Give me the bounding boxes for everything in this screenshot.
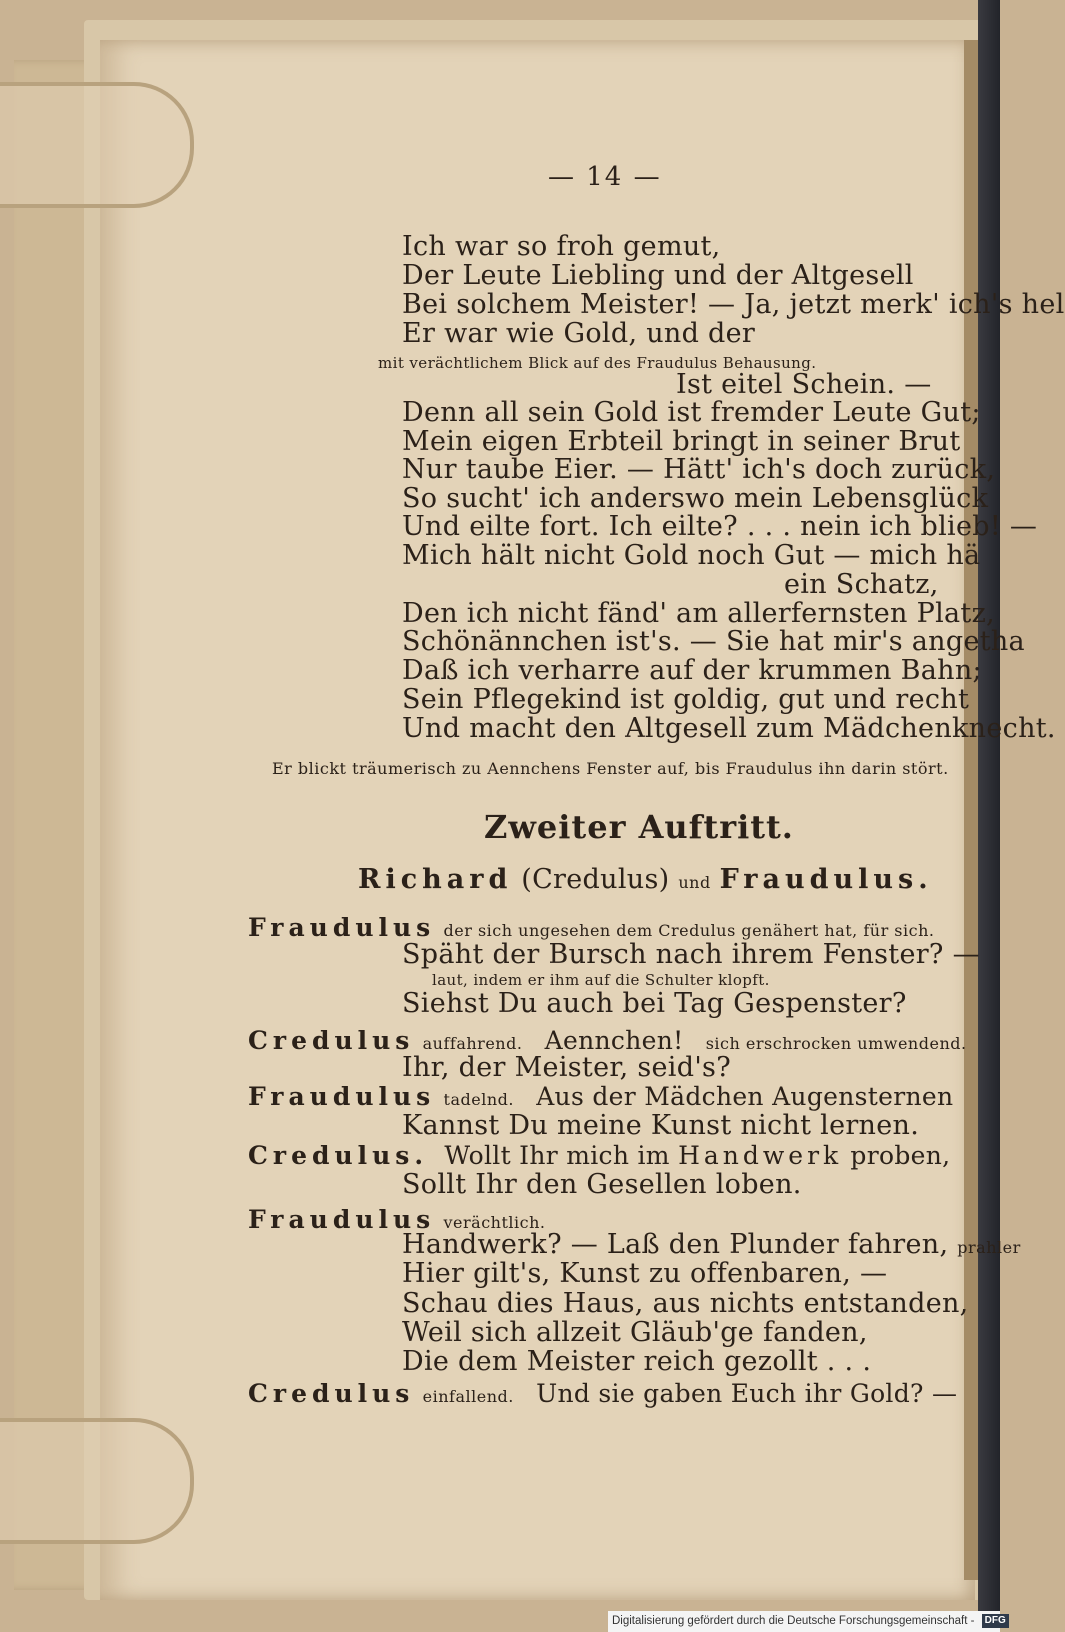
verse-line: Und macht den Altgesell zum Mädchenknecht.: [402, 713, 1056, 744]
spoken-text-emphasis: Handwerk: [678, 1141, 843, 1170]
verse-line: Hier gilt's, Kunst zu offenbaren, —: [402, 1258, 888, 1289]
stage-direction: laut, indem er ihm auf die Schulter klopft.: [432, 971, 770, 989]
speaker-name: Credulus: [248, 1379, 415, 1408]
speaker-name: Fraudulus: [248, 913, 436, 942]
speaker-name: Credulus: [248, 1026, 415, 1055]
verse-line: Denn all sein Gold ist fremder Leute Gut;: [402, 397, 981, 428]
verse-line: Schönännchen ist's. — Sie hat mir's angetha: [402, 626, 1025, 657]
speaker-line: [248, 1379, 957, 1412]
verse-line: Die dem Meister reich gezollt . . .: [402, 1346, 872, 1377]
verse-line: Sollt Ihr den Gesellen loben.: [402, 1169, 802, 1200]
verse-line: Mich hält nicht Gold noch Gut — mich hä: [402, 540, 981, 571]
stage-direction: verächtlich.: [443, 1213, 546, 1232]
verse-line: Siehst Du auch bei Tag Gespenster?: [402, 988, 907, 1019]
verse-line: Weil sich allzeit Gläub'ge fanden,: [402, 1317, 868, 1348]
stage-direction: der sich ungesehen dem Credulus genähert hat, für sich.: [443, 921, 935, 940]
verse-line: Ich war so froh gemut,: [402, 231, 721, 262]
speaker-name: Fraudulus: [248, 1205, 436, 1234]
digitization-footer: [608, 1611, 1006, 1632]
stage-direction: mit verächtlichem Blick auf des Fraudulus Behausung.: [378, 354, 817, 372]
verse-line: Späht der Bursch nach ihrem Fenster? —: [402, 939, 980, 970]
spoken-text: Handwerk? — Laß den Plunder fahren,: [402, 1229, 949, 1260]
spoken-text: Und sie gaben Euch ihr Gold? —: [536, 1379, 958, 1408]
stage-direction: einfallend.: [422, 1387, 514, 1406]
speaker-name: Fraudulus: [248, 1082, 436, 1111]
stage-direction: Er blickt träumerisch zu Aennchens Fenster auf, bis Fraudulus ihn darin stört.: [272, 759, 949, 778]
verse-line: ein Schatz,: [784, 569, 939, 600]
verse-line: Nur taube Eier. — Hätt' ich's doch zurück,: [402, 454, 996, 485]
cast-line: [358, 865, 933, 898]
cast-name: Fraudulus.: [719, 864, 933, 895]
verse-line: Ihr, der Meister, seid's?: [402, 1052, 731, 1083]
speaker-line: [248, 1141, 950, 1171]
stage-direction: auffahrend.: [422, 1034, 523, 1053]
verse-line: Der Leute Liebling und der Altgesell: [402, 260, 914, 291]
verse-line: Ist eitel Schein. —: [676, 369, 932, 400]
stage-direction: tadelnd.: [443, 1090, 514, 1109]
spoken-text: Aennchen!: [544, 1026, 684, 1055]
speaker-name: Credulus.: [248, 1141, 429, 1170]
verse-line: Er war wie Gold, und der: [402, 318, 756, 349]
stage-direction: prahler: [957, 1238, 1021, 1257]
cast-name: Richard: [358, 864, 513, 895]
verse-line: Und eilte fort. Ich eilte? . . . nein ich blieb! —: [402, 511, 1038, 542]
verse-line: Kannst Du meine Kunst nicht lernen.: [402, 1110, 920, 1141]
verse-line: So sucht' ich anderswo mein Lebensglück: [402, 483, 989, 514]
spoken-text: Wollt Ihr mich im: [444, 1141, 670, 1170]
page-number: — 14 —: [548, 162, 662, 192]
dfg-logo: DFG: [982, 1614, 1009, 1628]
cast-und: und: [678, 873, 711, 892]
verse-line: Mein eigen Erbteil bringt in seiner Brut: [402, 426, 961, 457]
spoken-text: proben,: [850, 1141, 951, 1170]
scene-heading: Zweiter Auftritt.: [484, 808, 794, 846]
verse-line: Sein Pflegekind ist goldig, gut und recht: [402, 684, 970, 715]
verse-line: Schau dies Haus, aus nichts entstanden,: [402, 1288, 969, 1319]
verse-line: Daß ich verharre auf der krummen Bahn;: [402, 655, 982, 686]
verse-line: Den ich nicht fänd' am allerfernsten Platz,: [402, 598, 995, 629]
cast-paren: (Credulus): [521, 864, 670, 895]
verse-line: Bei solchem Meister! — Ja, jetzt merk' ich's hel: [402, 289, 1065, 320]
spoken-text: Aus der Mädchen Augensternen: [536, 1082, 954, 1111]
stage-direction: sich erschrocken umwendend.: [705, 1034, 967, 1053]
footer-text: Digitalisierung gefördert durch die Deutsche Forschungsgemeinschaft -: [612, 1615, 975, 1627]
